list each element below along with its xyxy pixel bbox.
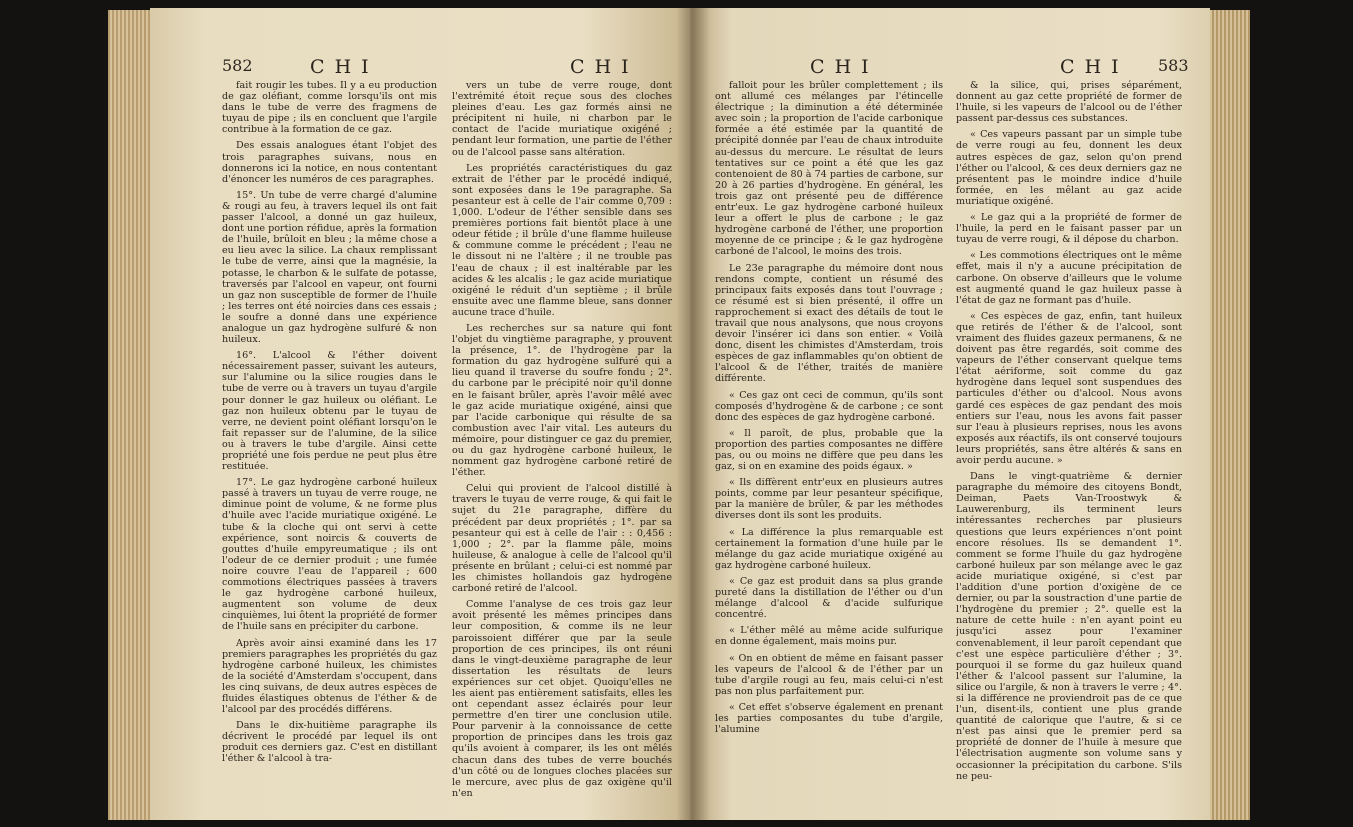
left-page-edges [108,10,156,820]
left-page [150,8,690,820]
right-column-2 [956,80,1182,816]
paragraph: & la silice, qui, prises séparément, donnent au gaz cette propriété de former de l'huile, si les vapeurs de l'alcool ou de l'éther passent par-dessus ces substances. [956,80,1182,125]
paragraph: « Ces gaz ont ceci de commun, qu'ils sont composés d'hydrogène & de carbone ; ce sont donc des espèces de gaz hydrogène carboné. [715,389,943,423]
book-gutter [676,8,710,820]
paragraph: falloit pour les brûler complettement ; ils ont allumé ces mélanges par l'étincelle électrique ; la diminution a été déterminée avec soin ; la proportion de l'acide carbonique formée a été estimée par la quantité de précipité donnée par l'eau de chaux introduite au-dessus du mercure. Le résultat de leurs tentatives sur ce point a été que les gaz contenoient de 80 à 74 parties de carbone, sur 20 à 26 parties d'hydrogène. En général, les trois gaz ont présenté peu de différence entr'eux. Le gaz hydrogène carboné huileux leur a offert le plus de carbone ; le gaz hydrogène carboné de l'éther, une proportion moyenne de ce principe ; & le gaz hydrogène carboné de l'alcool, le moins des trois. [715,80,943,258]
paragraph: « Ces espèces de gaz, enfin, tant huileux que retirés de l'éther & de l'alcool, sont vraiment des fluides gazeux permanens, & ne doivent pas être regardés, soit comme des vapeurs de l'éther conservant quelque tems l'état aériforme, soit comme du gaz hydrogène dans lequel sont suspendues des particules d'éther ou d'alcool. Nous avons gardé ces espèces de gaz pendant des mois entiers sur l'eau, nous les avons fait passer sur l'eau à plusieurs reprises, nous les avons exposés aux réactifs, ils ont conservé toujours leurs propriétés, sans être altérés & sans en avoir perdu aucune. » [956,310,1182,466]
paragraph: « Les commotions électriques ont le même effet, mais il n'y a aucune précipitation de carbone. On observe d'ailleurs que le volume est augmenté quand le gaz huileux passe à l'état de gaz ne formant pas d'huile. [956,250,1182,306]
paragraph: Des essais analogues étant l'objet des trois paragraphes suivans, nous en donnerons ici la notice, en nous contentant d'énoncer les numéros de ces paragraphes. [222,140,437,185]
paragraph: 15°. Un tube de verre chargé d'alumine & rougi au feu, à travers lequel ils ont fait passer l'alcool, a donné un gaz huileux, dont une portion réfidue, après la formation de l'huile, brûloit en bleu ; la même chose a eu lieu avec la silice. La chaux remplissant le tube de verre, ainsi que la magnésie, la potasse, le charbon & le sulfate de potasse, traversés par l'alcool en vapeur, ont fourni un gaz non susceptible de former de l'huile ; les terres ont été noircies dans ces essais ; le soufre a donné dans une expérience analogue un gaz hydrogène sulfuré & non huileux. [222,189,437,346]
right-page [690,8,1210,820]
paragraph: « Ils diffèrent entr'eux en plusieurs autres points, comme par leur pesanteur spécifique, par la manière de brûler, & par les méthodes diverses dont ils sont les produits. [715,477,943,522]
right-running-head-1: C H I [810,56,871,78]
paragraph: fait rougir les tubes. Il y a eu production de gaz oléfiant, comme lorsqu'ils ont mis dans le tube de verre des fragmens de tuyau de pipe ; ils en concluent que l'argile contribue à la formation de ce gaz. [222,80,437,136]
paragraph: « Cet effet s'observe également en prenant les parties composantes du tube d'argile, l'alumine [715,701,943,736]
paragraph: vers un tube de verre rouge, dont l'extrémité étoit reçue sous des cloches pleines d'eau. Les gaz formés ainsi ne précipitent ni huile, ni charbon par le contact de l'acide muriatique oxigéné ; pendant leur formation, une partie de l'éther ou de l'alcool passe sans altération. [452,80,672,158]
left-running-head-1: C H I [310,56,371,78]
paragraph: « Il paroît, de plus, probable que la proportion des parties composantes ne diffère pas, ou ou moins ne diffère que peu dans les gaz, si on en examine des poids égaux. » [715,427,943,473]
paragraph: Après avoir ainsi examiné dans les 17 premiers paragraphes les propriétés du gaz hydrogène carboné huileux, les chimistes de la société d'Amsterdam s'occupent, dans les cinq suivans, de deux autres espèces de fluides élastiques obtenus de l'éther & de l'alcool par des procédés différens. [222,637,437,716]
paragraph: Comme l'analyse de ces trois gaz leur avoit présenté les mêmes principes dans leur composition, & comme ils ne leur paroissoient différer que par la seule proportion de ces principes, ils ont réuni dans le vingt-deuxième paragraphe de leur dissertation les résultats de leurs expériences sur cet objet. Quoiqu'elles ne les aient pas entièrement satisfaits, elles les ont cependant assez éclairés pour leur permettre d'en tirer une conclusion utile. Pour parvenir à la connoissance de cette proportion de principes dans les trois gaz qu'ils avoient à comparer, ils les ont mêlés chacun dans des tubes de verre bouchés d'un côté ou de longues cloches placées sur le mercure, avec plus de gaz oxigène qu'il n'en [452,599,672,799]
paragraph: « L'éther mêlé au même acide sulfurique en donne également, mais moins pur. [715,625,943,648]
paragraph: « Le gaz qui a la propriété de former de l'huile, la perd en le faisant passer par un tuyau de verre rougi, & il dépose du charbon. [956,212,1182,246]
paragraph: Celui qui provient de l'alcool distillé à travers le tuyau de verre rouge, & qui fait le sujet du 21e paragraphe, diffère du précédent par deux propriétés ; 1°. par sa pesanteur qui est à celle de l'air : : 0,456 : 1,000 ; 2°. par la flamme pâle, moins huileuse, & analogue à celle de l'alcool qu'il présente en brûlant ; celui-ci est nommé par les chimistes hollandois gaz hydrogène carboné retiré de l'alcool. [452,483,672,595]
right-running-head-2: C H I [1060,56,1121,78]
paragraph: Dans le dix-huitième paragraphe ils décrivent le procédé par lequel ils ont produit ces derniers gaz. C'est en distillant l'éther & l'alcool à tra- [222,720,437,765]
right-page-edges [1206,10,1250,820]
left-column-1 [222,80,437,816]
paragraph: « On en obtient de même en faisant passer les vapeurs de l'alcool & de l'éther par un tube d'argile rougi au feu, mais celui-ci n'est pas non plus parfaitement pur. [715,652,943,697]
left-running-head-2: C H I [570,56,631,78]
right-column-1 [715,80,943,816]
paragraph: « Ces vapeurs passant par un simple tube de verre rougi au feu, donnent les deux autres espèces de gaz, selon qu'on prend l'éther ou l'alcool, & ces deux derniers gaz ne présentent pas le moindre indice d'huile formée, en les mêlant au gaz acide muriatique oxigéné. [956,129,1182,207]
paragraph: « La différence la plus remarquable est certainement la formation d'une huile par le mélange du gaz acide muriatique oxigéné au gaz hydrogène carboné huileux. [715,526,943,571]
paragraph: Le 23e paragraphe du mémoire dont nous rendons compte, contient un résumé des principaux faits exposés dans tout l'ouvrage ; ce résumé est si bien présenté, il offre un rapprochement si exact des détails de tout le travail que nous analysons, que nous croyons devoir l'insérer ici dans son entier. « Voilà donc, disent les chimistes d'Amsterdam, trois espèces de gaz inflammables qu'on obtient de l'alcool & de l'éther, traités de manière différente. [715,262,943,385]
paragraph: 17°. Le gaz hydrogène carboné huileux passé à travers un tuyau de verre rouge, ne diminue point de volume, & ne forme plus d'huile avec l'acide muriatique oxigéné. Le tube & la cloche qui ont servi à cette expérience, sont noircis & couverts de gouttes d'huile empyreumatique ; ils ont l'odeur de ce dernier produit ; une fumée noire couvre l'eau de l'appareil ; 600 commotions électriques passées à travers le gaz hydrogène carboné huileux, augmentent son volume de deux cinquièmes, lui ôtent la propriété de former de l'huile sans en précipiter du carbone. [222,477,437,633]
left-column-2 [452,80,672,816]
left-page-number: 582 [222,56,253,75]
paragraph: Les recherches sur sa nature qui font l'objet du vingtième paragraphe, y prouvent la présence, 1°. de l'hydrogène par la formation du gaz hydrogène sulfuré qui a lieu quand il traverse du soufre fondu ; 2°. du carbone par le précipité noir qu'il donne en le faisant brûler, après l'avoir mêlé avec le gaz acide muriatique oxigéné, ainsi que par l'acide carbonique qui résulte de sa combustion avec l'air vital. Les auteurs du mémoire, pour distinguer ce gaz du premier, ou du gaz hydrogène carboné huileux, le nomment gaz hydrogène carboné retiré de l'éther. [452,322,672,479]
paragraph: Dans le vingt-quatrième & dernier paragraphe du mémoire des citoyens Bondt, Deiman, Paets Van-Troostwyk & Lauwerenburg, ils terminent leurs intéressantes recherches par plusieurs questions que leurs expériences n'ont point encore résolues. Ils se demandent 1°. comment se forme l'huile du gaz hydrogène carboné huileux par son mélange avec le gaz acide muriatique oxigéné, si c'est par l'addition d'une portion d'oxigène de ce dernier, ou par la soustraction d'une partie de l'hydrogène du premier ; 2°. quelle est la nature de cette huile : n'en ayant point eu jusqu'ici assez pour l'examiner convenablement, il leur paroît cependant que c'est une espèce particulière d'éther ; 3°. pourquoi il se forme du gaz huileux quand l'éther & l'alcool passent sur l'alumine, la silice ou l'argile, & non à travers le verre ; 4°. si la différence ne proviendroit pas de ce que l'un, disent-ils, contient une plus grande quantité de calorique que l'autre, & si ce n'est pas ainsi que le premier perd sa propriété de donner de l'huile à mesure que l'électrisation augmente son volume sans y occasionner la précipitation du carbone. S'ils ne peu- [956,471,1182,782]
paragraph: 16°. L'alcool & l'éther doivent nécessairement passer, suivant les auteurs, sur l'alumine ou la silice rougies dans le tube de verre ou à travers un tuyau d'argile pour donner le gaz huileux ou oléfiant. Le gaz non huileux obtenu par le tuyau de verre, ne devient point oléfiant lorsqu'on le fait repasser sur de l'alumine, de la silice ou à travers le tube d'argile. Ainsi cette propriété une fois perdue ne peut plus être restituée. [222,350,437,473]
paragraph: Les propriétés caractéristiques du gaz extrait de l'éther par le procédé indiqué, sont exposées dans le 19e paragraphe. Sa pesanteur est à celle de l'air comme 0,709 : 1,000. L'odeur de l'éther sensible dans ses premières portions fait bientôt place à une odeur fétide ; il brûle d'une flamme huileuse & commune comme le précédent ; l'eau ne le dissout ni ne l'altère ; il ne trouble pas l'eau de chaux ; il est inaltérable par les acides & les alcalis ; le gaz acide muriatique oxigéné le réduit d'un septième ; il brûle ensuite avec une flamme bleue, sans donner aucune trace d'huile. [452,162,672,318]
right-page-number: 583 [1158,56,1189,75]
paragraph: « Ce gaz est produit dans sa plus grande pureté dans la distillation de l'éther ou d'un mélange d'alcool & d'acide sulfurique concentré. [715,575,943,621]
